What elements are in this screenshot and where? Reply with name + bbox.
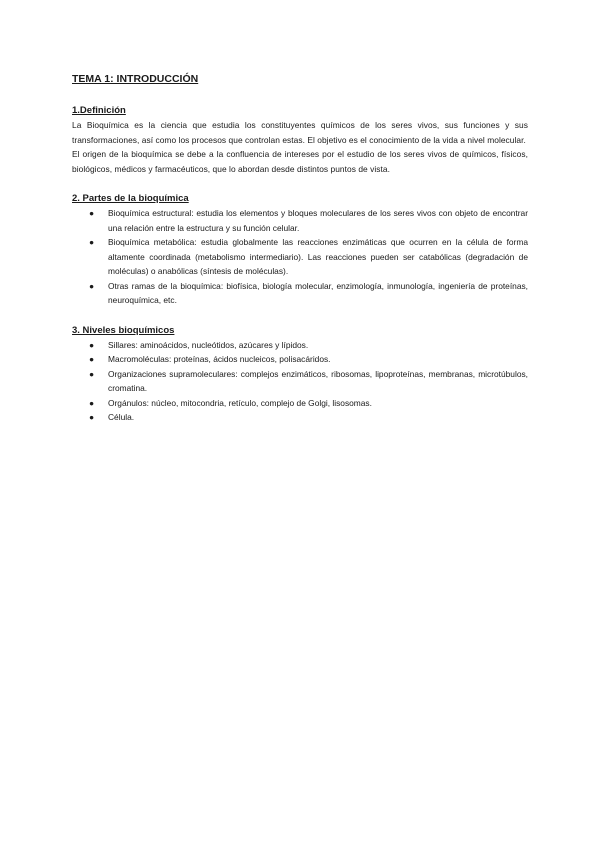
list-item-text: Otras ramas de la bioquímica: biofísica, biología molecular, enzimología, inmunología, ingeniería de proteínas, neuroquímica, etc. bbox=[108, 280, 528, 305]
list-item-text: Organizaciones supramoleculares: complejos enzimáticos, ribosomas, lipoproteínas, membranas, microtúbulos, cromatina. bbox=[108, 368, 528, 393]
list-item bbox=[72, 279, 528, 308]
paragraph: La Bioquímica es la ciencia que estudia los constituyentes químicos de los seres vivos, sus funciones y sus transformaciones, así como los procesos que controlan estas. El objetivo es el conocimiento de la vida a nivel molecular. bbox=[72, 120, 528, 145]
document-title: TEMA 1: INTRODUCCIÓN bbox=[72, 73, 199, 85]
bullet-icon: ● bbox=[89, 237, 95, 247]
list-item-text: Orgánulos: núcleo, mitocondria, retículo, complejo de Golgi, lisosomas. bbox=[108, 397, 372, 408]
section-heading: 3. Niveles bioquímicos bbox=[72, 324, 175, 336]
list-item bbox=[72, 235, 528, 279]
section-niveles bbox=[72, 324, 528, 425]
bullet-icon: ● bbox=[89, 208, 95, 218]
section-definicion bbox=[72, 104, 528, 176]
list-item bbox=[72, 352, 528, 367]
list-item-text: Bioquímica metabólica: estudia globalmente las reacciones enzimáticas que ocurren en la célula de forma altamente coordinada (metabolismo intermediario). Las reacciones pueden ser catabólicas (degradación de moléculas) o anabólicas (síntesis de moléculas). bbox=[108, 237, 528, 276]
list-item bbox=[72, 367, 528, 396]
list-item-text: Célula. bbox=[108, 412, 135, 422]
bullet-icon: ● bbox=[89, 397, 95, 408]
list-item-text: Sillares: aminoácidos, nucleótidos, azúcares y lípidos. bbox=[108, 339, 309, 350]
list-item bbox=[72, 206, 528, 235]
list-item bbox=[72, 410, 528, 425]
section-heading: 2. Partes de la bioquímica bbox=[72, 193, 189, 204]
bullet-list bbox=[72, 338, 528, 425]
bullet-icon: ● bbox=[89, 339, 95, 350]
section-partes bbox=[72, 192, 528, 308]
bullet-icon: ● bbox=[89, 368, 95, 379]
document-page bbox=[72, 72, 528, 441]
bullet-list bbox=[72, 206, 528, 308]
section-heading: 1.Definición bbox=[72, 105, 126, 116]
paragraph: El origen de la bioquímica se debe a la confluencia de intereses por el estudio de los seres vivos de químicos, físicos, biológicos, médicos y farmacéuticos, que lo abordan desde distintos puntos de vista. bbox=[72, 149, 528, 174]
list-item bbox=[72, 338, 528, 353]
bullet-icon: ● bbox=[89, 354, 95, 364]
list-item bbox=[72, 396, 528, 411]
list-item-text: Bioquímica estructural: estudia los elementos y bloques moleculares de los seres vivos con objeto de encontrar una relación entre la estructura y su función celular. bbox=[108, 208, 528, 233]
bullet-icon: ● bbox=[89, 280, 95, 291]
list-item-text: Macromoléculas: proteínas, ácidos nucleicos, polisacáridos. bbox=[108, 354, 331, 364]
bullet-icon: ● bbox=[89, 412, 95, 422]
